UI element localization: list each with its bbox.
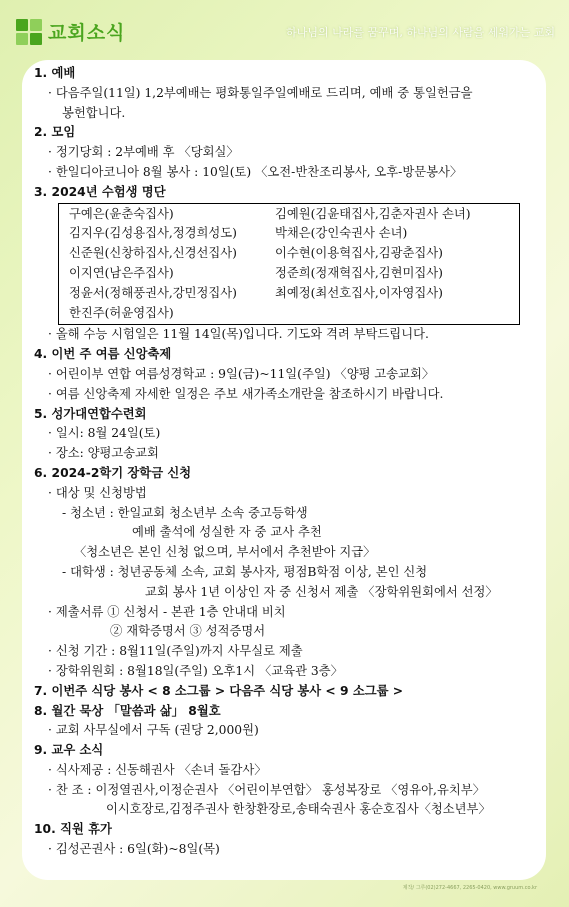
student-name: 최예정(최선호집사,이자영집사) xyxy=(275,285,443,300)
news-content xyxy=(34,64,536,860)
student-name: 정준희(정재혁집사,김현미집사) xyxy=(275,265,443,280)
student-name xyxy=(275,304,513,324)
section-heading: 9. 교우 소식 xyxy=(34,743,104,758)
news-line: · 김성곤권사 : 6일(화)~8일(목) xyxy=(48,842,220,857)
news-line: ② 재학증명서 ③ 성적증명서 xyxy=(110,624,266,639)
section-heading: 4. 이번 주 여름 신앙축제 xyxy=(34,347,172,362)
page-title: 교회소식 xyxy=(48,22,126,44)
section-heading: 1. 예배 xyxy=(34,66,76,80)
news-line: · 신청 기간 : 8월11일(주일)까지 사무실로 제출 xyxy=(48,644,303,659)
student-name: 정윤서(정해풍권사,강민정집사) xyxy=(69,285,237,300)
news-line: · 한일디아코니아 8월 봉사 : 10일(토) 〈오전-반찬조리봉사, 오후-방문봉사〉 xyxy=(48,164,463,179)
news-line: 교회 봉사 1년 이상인 자 중 신청서 제출 〈장학위원회에서 선정〉 xyxy=(145,584,498,599)
student-name: 구예은(윤춘숙집사) xyxy=(69,206,174,221)
section-heading: 2. 모임 xyxy=(34,125,76,140)
church-slogan: 하나님의 나라를 꿈꾸며, 하나님의 사람을 세워가는 교회 xyxy=(286,26,555,39)
student-name: 김지우(김성용집사,정경희성도) xyxy=(69,226,237,241)
student-name: 박채은(강인숙권사 손녀) xyxy=(275,226,408,241)
news-line: · 식사제공 : 신동해권사 〈손녀 돌감사〉 xyxy=(48,762,267,777)
news-line: 봉헌합니다. xyxy=(62,105,126,120)
news-line: - 대학생 : 청년공동체 소속, 교회 봉사자, 평점B학점 이상, 본인 신청 xyxy=(62,564,428,579)
news-line: - 청소년 : 한일교회 청소년부 소속 중고등학생 xyxy=(62,505,308,520)
news-line: · 제출서류 ① 신청서 - 본관 1층 안내대 비치 xyxy=(48,604,286,619)
section-heading: 7. 이번주 식당 봉사 < 8 소그룹 > 다음주 식당 봉사 < 9 소그룹 > xyxy=(34,683,404,698)
news-line: · 장소: 양평고송교회 xyxy=(48,446,159,461)
student-name: 한진주(허윤영집사) xyxy=(69,305,174,320)
news-line: 〈청소년은 본인 신청 없으며, 부서에서 추천받아 지급〉 xyxy=(74,545,376,560)
news-line: · 교회 사무실에서 구독 (권당 2,000원) xyxy=(48,723,259,738)
student-name: 이지연(남은주집사) xyxy=(69,265,174,280)
section-heading: 3. 2024년 수험생 명단 xyxy=(34,184,166,199)
news-line: · 올해 수능 시험일은 11월 14일(목)입니다. 기도와 격려 부탁드립니다. xyxy=(48,327,429,342)
student-list-box xyxy=(58,203,520,326)
news-line: · 정기당회 : 2부예배 후 〈당회실〉 xyxy=(48,145,239,160)
news-card xyxy=(22,60,546,880)
section-heading: 8. 월간 묵상 「말씀과 삶」 8월호 xyxy=(34,703,221,718)
student-name: 김예원(김윤태집사,김춘자권사 손녀) xyxy=(275,206,471,221)
footer-credit: 제작/ 그루(02)272-4667, 2265-0420, www.gruum.co.kr xyxy=(402,885,537,891)
news-line: · 장학위원회 : 8월18일(주일) 오후1시 〈교육관 3층〉 xyxy=(48,663,343,678)
section-heading: 10. 직원 휴가 xyxy=(34,822,112,837)
section-heading: 5. 성가대연합수련회 xyxy=(34,406,147,421)
news-line: · 대상 및 신청방법 xyxy=(48,485,147,500)
student-name: 신준원(신창하집사,신경선집사) xyxy=(69,246,237,261)
logo xyxy=(16,18,125,45)
section-heading: 6. 2024-2학기 장학금 신청 xyxy=(34,465,192,480)
news-line: · 다음주일(11일) 1,2부예배는 평화통일주일예배로 드리며, 예배 중 통일헌금을 xyxy=(48,85,473,100)
news-line: · 찬 조 : 이정열권사,이정순권사 〈어린이부연합〉 홍성복장로 〈영유아,유치부〉 xyxy=(48,782,485,797)
header-bar xyxy=(0,0,569,62)
logo-grid-icon xyxy=(16,19,42,45)
news-line: 예배 출석에 성실한 자 중 교사 추천 xyxy=(132,525,322,540)
news-line: · 어린이부 연합 여름성경학교 : 9일(금)~11일(주일) 〈양평 고송교회〉 xyxy=(48,366,435,381)
news-line: 이시호장로,김정주권사 한창환장로,송태숙권사 홍순호집사〈청소년부〉 xyxy=(106,802,491,817)
student-name: 이수현(이용혁집사,김광춘집사) xyxy=(275,246,443,261)
news-line: · 일시: 8월 24일(토) xyxy=(48,426,161,441)
news-line: · 여름 신앙축제 자세한 일정은 주보 새가족소개란을 참조하시기 바랍니다. xyxy=(48,386,444,401)
